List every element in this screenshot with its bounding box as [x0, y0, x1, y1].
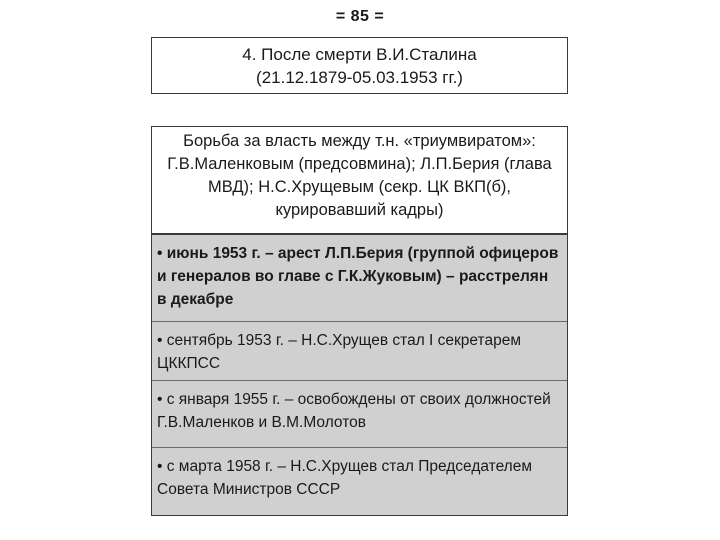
event-item-arrest-beria: • июнь 1953 г. – арест Л.П.Берия (группой офицеров и генералов во главе с Г.К.Жуковым) – расстрелян в декабре [152, 235, 567, 322]
event-item-khrushchev-first-secretary: • сентябрь 1953 г. – Н.С.Хрущев стал I секретарем ЦККПСС [152, 322, 567, 381]
section-title-box [151, 37, 568, 94]
page-number: = 85 = [335, 8, 385, 25]
event-item-khrushchev-chairman: • с марта 1958 г. – Н.С.Хрущев стал Председателем Совета Министров СССР [152, 448, 567, 515]
event-item-dismissal-malenkov-molotov: • с января 1955 г. – освобождены от своих должностей Г.В.Маленков и В.М.Молотов [152, 381, 567, 448]
section-title-line-1: 4. После смерти В.И.Сталина [242, 44, 477, 64]
section-title-line-2: (21.12.1879-05.03.1953 гг.) [256, 67, 463, 87]
power-struggle-box: Борьба за власть между т.н. «триумвиратом»: Г.В.Маленковым (предсовмина); Л.П.Берия (глава МВД); Н.С.Хрущевым (секр. ЦК ВКП(б), курировавший кадры) [151, 126, 568, 234]
events-list [151, 234, 568, 516]
